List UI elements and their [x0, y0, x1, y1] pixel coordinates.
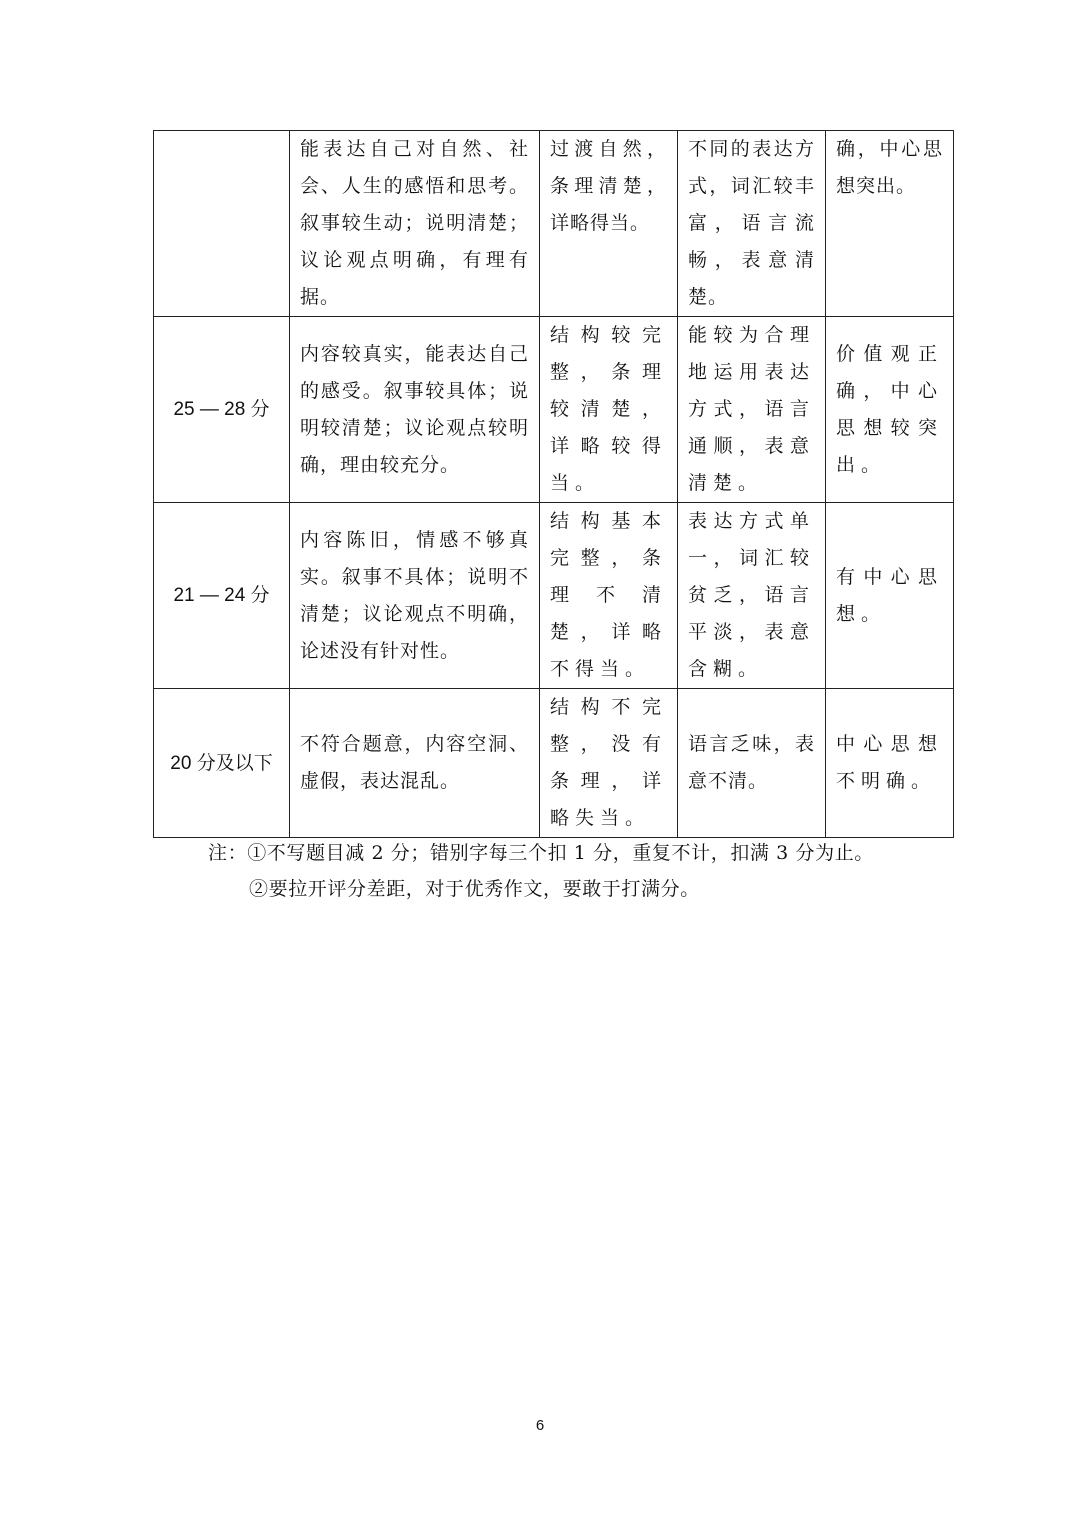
footnote-line-2: ②要拉开评分差距，对于优秀作文，要敢于打满分。: [249, 878, 700, 900]
theme-cell: 中心思想不明确。: [826, 689, 954, 838]
footnote-line-1: 注：①不写题目减 2 分；错别字每三个扣 1 分，重复不计，扣满 3 分为止。: [208, 842, 874, 864]
score-cell: 20 分及以下: [154, 689, 290, 838]
theme-cell: 有中心思想。: [826, 503, 954, 689]
page-number: 6: [535, 1417, 545, 1434]
table-row: [154, 317, 954, 503]
score-cell: 21 — 24 分: [154, 503, 290, 689]
score-cell: 25 — 28 分: [154, 317, 290, 503]
content-cell: 不符合题意，内容空洞、虚假，表达混乱。: [290, 689, 540, 838]
table-row: [154, 503, 954, 689]
structure-cell: 结构基本完整，条理不清楚，详略不得当。: [540, 503, 678, 689]
language-cell: 能较为合理地运用表达方式，语言通顺，表意清楚。: [678, 317, 826, 503]
theme-cell: 价值观正确，中心思想较突出。: [826, 317, 954, 503]
language-cell: 不同的表达方式，词汇较丰富，语言流畅，表意清楚。: [678, 131, 826, 317]
score-cell: [154, 131, 290, 317]
structure-cell: 结构不完整，没有条理，详略失当。: [540, 689, 678, 838]
table-row: [154, 689, 954, 838]
language-cell: 表达方式单一，词汇较贫乏，语言平淡，表意含糊。: [678, 503, 826, 689]
structure-cell: 结构较完整，条理较清楚，详略较得当。: [540, 317, 678, 503]
structure-cell: 过渡自然，条理清楚，详略得当。: [540, 131, 678, 317]
content-cell: 内容较真实，能表达自己的感受。叙事较具体；说明较清楚；议论观点较明确，理由较充分。: [290, 317, 540, 503]
language-cell: 语言乏味，表意不清。: [678, 689, 826, 838]
theme-cell: 确，中心思想突出。: [826, 131, 954, 317]
table-row: [154, 131, 954, 317]
content-cell: 能表达自己对自然、社会、人生的感悟和思考。叙事较生动；说明清楚；议论观点明确，有理有据。: [290, 131, 540, 317]
grading-rubric-table: [153, 130, 954, 838]
content-cell: 内容陈旧，情感不够真实。叙事不具体；说明不清楚；议论观点不明确，论述没有针对性。: [290, 503, 540, 689]
